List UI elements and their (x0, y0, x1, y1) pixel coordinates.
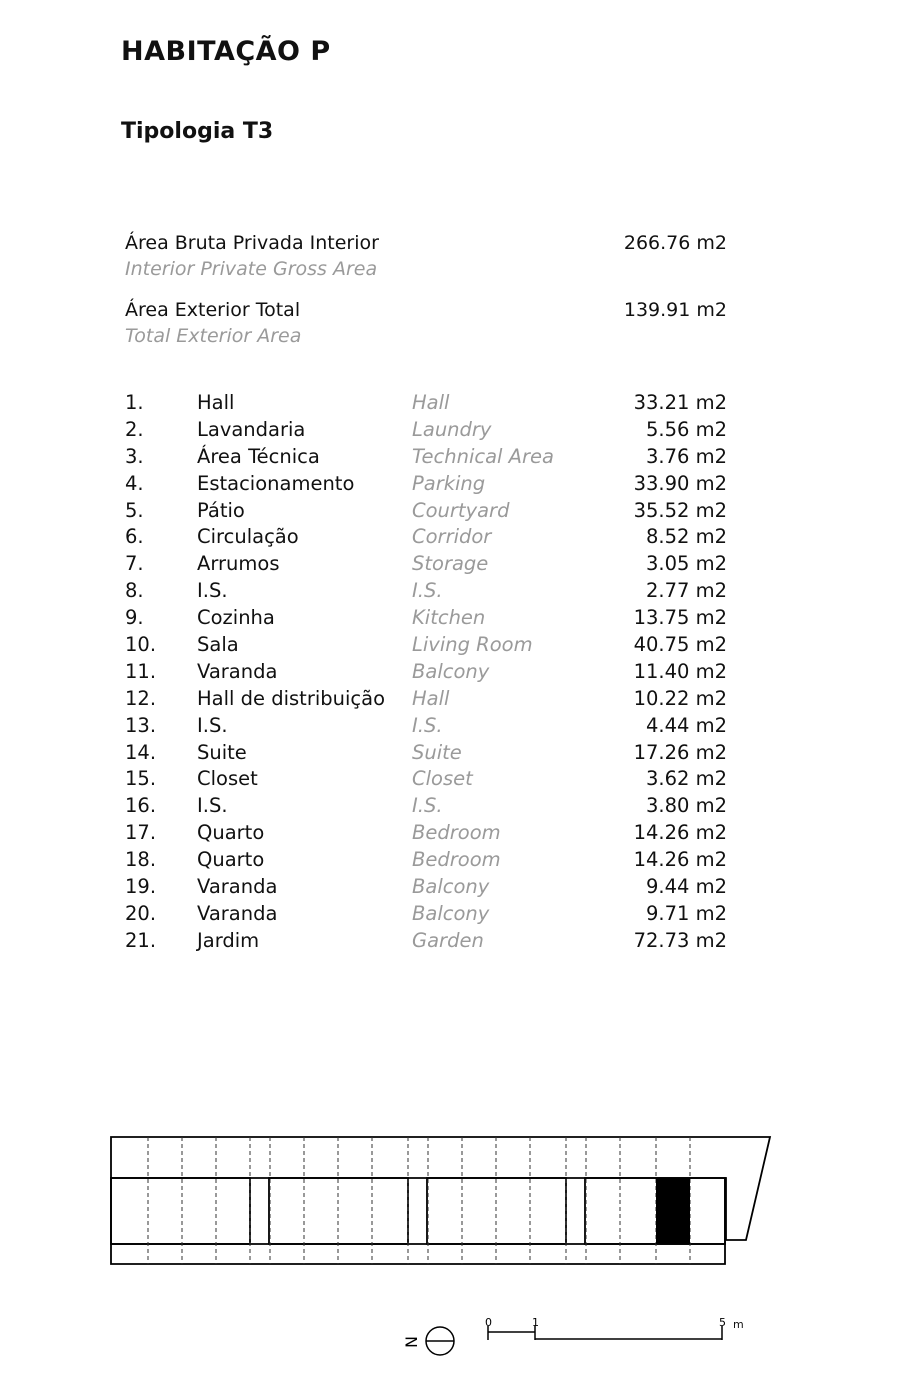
room-area: 40.75 m2 (633, 633, 727, 657)
north-label: N (402, 1336, 421, 1348)
room-number: 14. (125, 740, 157, 764)
room-name: Pátio (197, 498, 245, 522)
room-row (125, 605, 727, 632)
room-number: 18. (125, 848, 157, 872)
room-area: 3.76 m2 (645, 444, 727, 468)
room-row (125, 417, 727, 444)
room-area: 9.71 m2 (645, 901, 727, 925)
gross-area-label-en: Interior Private Gross Area (125, 258, 378, 280)
room-name: Quarto (197, 821, 265, 845)
room-row (125, 874, 727, 901)
room-name: I.S. (197, 713, 228, 737)
room-name-en: Courtyard (412, 498, 510, 522)
site-plan (108, 1132, 776, 1270)
room-number: 8. (125, 579, 144, 603)
room-name-en: Corridor (412, 525, 492, 549)
room-name-en: Storage (412, 552, 489, 576)
room-number: 11. (125, 659, 157, 683)
room-row (125, 901, 727, 928)
room-number: 3. (125, 444, 144, 468)
room-name-en: I.S. (412, 794, 443, 818)
room-name: Estacionamento (197, 471, 355, 495)
room-area: 10.22 m2 (633, 686, 727, 710)
room-name: Jardim (197, 928, 260, 952)
north-arrow-icon (426, 1327, 454, 1355)
room-name: Circulação (197, 525, 299, 549)
room-name: Suite (197, 740, 247, 764)
room-name: Varanda (197, 875, 278, 899)
room-area: 3.80 m2 (645, 794, 727, 818)
room-name-en: Technical Area (412, 444, 554, 468)
room-area: 72.73 m2 (633, 928, 727, 952)
room-name: Closet (197, 767, 258, 791)
room-name: Cozinha (197, 606, 275, 630)
room-area: 3.62 m2 (645, 767, 727, 791)
room-area: 13.75 m2 (633, 606, 727, 630)
room-name: I.S. (197, 579, 228, 603)
room-number: 4. (125, 471, 144, 495)
room-name: Lavandaria (197, 417, 306, 441)
room-area: 3.05 m2 (645, 552, 727, 576)
room-area: 2.77 m2 (645, 579, 727, 603)
room-name: Sala (197, 633, 239, 657)
room-number: 20. (125, 901, 157, 925)
scale-and-north (400, 1312, 740, 1362)
room-row (125, 471, 727, 498)
room-row (125, 713, 727, 740)
room-name: Varanda (197, 659, 278, 683)
room-name: Hall de distribuição (197, 686, 386, 710)
room-name-en: Laundry (412, 417, 492, 441)
room-name-en: Kitchen (412, 606, 486, 630)
room-number: 15. (125, 767, 157, 791)
room-number: 21. (125, 928, 157, 952)
room-row (125, 524, 727, 551)
scale-unit: m (733, 1318, 744, 1331)
typology-subtitle: Tipologia T3 (121, 119, 274, 144)
room-area: 33.90 m2 (633, 471, 727, 495)
room-number: 10. (125, 633, 157, 657)
exterior-area-label: Área Exterior Total (125, 299, 301, 321)
room-name: Varanda (197, 901, 278, 925)
room-number: 1. (125, 391, 144, 414)
gross-area-block (125, 230, 727, 282)
room-list (125, 390, 727, 955)
house-block-1 (111, 1178, 250, 1244)
room-name-en: Hall (412, 391, 450, 414)
room-name: Área Técnica (197, 444, 320, 468)
room-row (125, 659, 727, 686)
exterior-area-block (125, 297, 727, 349)
room-row (125, 766, 727, 793)
room-row (125, 444, 727, 471)
room-name: Hall (197, 391, 235, 414)
room-row (125, 820, 727, 847)
room-number: 12. (125, 686, 157, 710)
room-area: 14.26 m2 (633, 848, 727, 872)
room-name-en: Bedroom (412, 848, 501, 872)
room-area: 17.26 m2 (633, 740, 727, 764)
room-name-en: Living Room (412, 633, 533, 657)
room-name: I.S. (197, 794, 228, 818)
room-name: Quarto (197, 848, 265, 872)
room-area: 5.56 m2 (645, 417, 727, 441)
gross-area-value: 266.76 m2 (623, 232, 727, 254)
room-name-en: Parking (412, 471, 486, 495)
room-name-en: Garden (412, 928, 484, 952)
room-row (125, 847, 727, 874)
exterior-area-label-en: Total Exterior Area (125, 325, 302, 347)
room-name-en: Balcony (412, 659, 490, 683)
gross-area-label: Área Bruta Privada Interior (125, 232, 379, 254)
room-area: 9.44 m2 (645, 875, 727, 899)
room-number: 16. (125, 794, 157, 818)
room-name-en: I.S. (412, 713, 443, 737)
room-name-en: Bedroom (412, 821, 501, 845)
room-name-en: Balcony (412, 875, 490, 899)
room-row (125, 686, 727, 713)
room-row (125, 793, 727, 820)
room-number: 9. (125, 606, 144, 630)
room-number: 13. (125, 713, 157, 737)
room-number: 19. (125, 875, 157, 899)
room-area: 35.52 m2 (633, 498, 727, 522)
house-block-4 (585, 1178, 725, 1244)
room-row (125, 551, 727, 578)
scale-bar (488, 1326, 722, 1340)
room-name-en: I.S. (412, 579, 443, 603)
room-row (125, 632, 727, 659)
room-name-en: Suite (412, 740, 462, 764)
room-row (125, 740, 727, 767)
room-name: Arrumos (197, 552, 280, 576)
room-row (125, 498, 727, 525)
room-row (125, 928, 727, 955)
room-area: 8.52 m2 (645, 525, 727, 549)
room-name-en: Closet (412, 767, 473, 791)
scale-label-5: 5 (719, 1316, 726, 1329)
room-number: 6. (125, 525, 144, 549)
room-area: 33.21 m2 (633, 391, 727, 414)
scale-label-1: 1 (532, 1316, 539, 1329)
page-title: HABITAÇÃO P (121, 36, 331, 67)
exterior-area-value: 139.91 m2 (623, 299, 727, 321)
room-name-en: Balcony (412, 901, 490, 925)
room-name-en: Hall (412, 686, 450, 710)
highlighted-unit-p (656, 1178, 690, 1244)
room-area: 14.26 m2 (633, 821, 727, 845)
room-area: 11.40 m2 (633, 659, 727, 683)
room-number: 17. (125, 821, 157, 845)
room-row (125, 390, 727, 417)
room-number: 2. (125, 417, 144, 441)
room-number: 5. (125, 498, 144, 522)
room-area: 4.44 m2 (645, 713, 727, 737)
room-row (125, 578, 727, 605)
scale-label-0: 0 (485, 1316, 492, 1329)
room-number: 7. (125, 552, 144, 576)
